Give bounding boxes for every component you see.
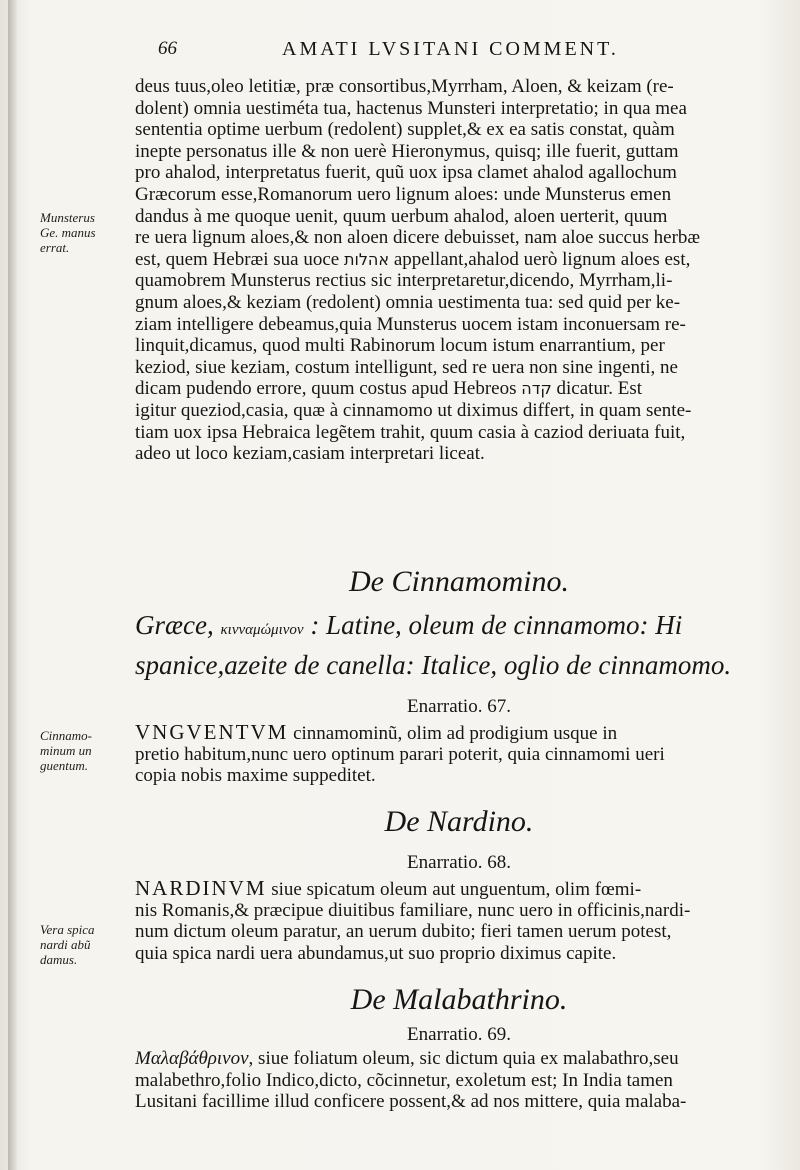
- text-line: sententia optime uerbum (redolent) supplet,& ex ea satis constat, quàm: [135, 119, 675, 141]
- hebrew-word: אהלות: [343, 249, 390, 269]
- page-number: 66: [158, 38, 177, 59]
- enarratio-67: Enarratio. 67.: [407, 696, 511, 717]
- margin-note-line: Vera spica: [40, 922, 95, 937]
- hebrew-word: קדה: [521, 379, 552, 399]
- margin-note-cinnamominum: [40, 728, 124, 773]
- paragraph-malabathrino: [135, 1048, 783, 1113]
- text-line: adeo ut loco keziam,casiam interpretari liceat.: [135, 443, 485, 465]
- text-line: linquit,dicamus, quod multi Rabinorum locum istum enarrantium, per: [135, 335, 665, 357]
- enarratio-69: Enarratio. 69.: [407, 1024, 511, 1045]
- section-heading-malabathrino: De Malabathrino.: [350, 983, 568, 1016]
- running-title: AMATI LVSITANI COMMENT.: [282, 38, 619, 60]
- text-line: pretio habitum,nunc uero optinum parari poterit, quia cinnamomi ueri: [135, 743, 665, 765]
- text-line: igitur queziod,casia, quæ à cinnamomo ut diximus differt, in quam sente-: [135, 399, 692, 421]
- initial-word: NARDINVM: [135, 878, 267, 900]
- names-line-1: [135, 608, 783, 642]
- text-line: [135, 722, 783, 744]
- text-before-hebrew: dicam pudendo errore, quum costus apud Hebreos: [135, 378, 522, 400]
- margin-note-line: nardi abũ: [40, 937, 91, 952]
- names-line-2: spanice,azeite de canella: Italice, oglio de cinnamomo.: [135, 650, 732, 680]
- text-line: Lusitani facillime illud conficere possent,& ad nos mittere, quia malaba-: [135, 1091, 687, 1113]
- paragraph-cinnamomino: [135, 722, 783, 787]
- section-heading-cinnamomino: De Cinnamomino.: [349, 565, 569, 598]
- text-line: quia spica nardi uera abundamus,ut suo proprio diximus capite.: [135, 942, 617, 964]
- text-line: copia nobis maxime suppeditet.: [135, 765, 376, 787]
- margin-note-vera-spica: [40, 922, 124, 967]
- text-line-rest: , siue foliatum oleum, sic dictum quia ex malabathro,seu: [248, 1048, 679, 1069]
- paragraph-1: [135, 76, 783, 465]
- names-latin: : Latine, oleum de cinnamomo: Hi: [310, 610, 683, 640]
- section-heading-nardino: De Nardino.: [384, 805, 534, 838]
- text-line: inepte personatus ille & non uerè Hieronymus, quisq; ille fuerit, guttam: [135, 140, 679, 162]
- paragraph-nardino: [135, 878, 783, 964]
- text-line-with-hebrew: [135, 378, 783, 400]
- text-after-hebrew: appellant,ahalod uerò lignum aloes est,: [389, 248, 691, 270]
- text-line-rest: siue spicatum oleum aut unguentum, olim fœmi-: [266, 879, 642, 900]
- enarratio-68: Enarratio. 68.: [407, 852, 511, 873]
- page-gutter-shadow: [8, 0, 18, 1170]
- text-line: dandus à me quoque uenit, quum uerbum ahalod, aloen uerterit, quum: [135, 205, 668, 227]
- text-line: num dictum oleum paratur, an uerum dubito; fieri tamen uerum potest,: [135, 921, 672, 943]
- text-line: gnum aloes,& keziam (redolent) omnia uestimenta tua: sed quid per ke-: [135, 291, 681, 313]
- text-line: pro ahalod, interpretatus fuerit, quũ uox ipsa clamet ahalod agallochum: [135, 162, 677, 184]
- text-after-hebrew: dicatur. Est: [551, 378, 643, 400]
- text-line: tiam uox ipsa Hebraica legẽtem trahit, quum casia à caziod deriuata fuit,: [135, 421, 686, 443]
- margin-note-line: Cinnamo-: [40, 728, 92, 743]
- text-line: malabethro,folio Indico,dicto, cõcinnetur, exoletum est; In India tamen: [135, 1069, 673, 1091]
- text-line: re uera lignum aloes,& non aloen dicere debuisset, nam aloe succus herbæ: [135, 227, 701, 249]
- margin-note-line: minum un: [40, 743, 92, 758]
- text-line: keziod, siue keziam, costum intelligunt, sed re uera non sine ingenti, ne: [135, 356, 678, 378]
- margin-note-munsterus: [40, 210, 124, 255]
- text-line: nis Romanis,& præcipue diuitibus familiare, nunc uero in officinis,nardi-: [135, 899, 691, 921]
- text-line: ziam intelligere debeamus,quia Munsterus uocem istam inconuersam re-: [135, 313, 686, 335]
- text-before-hebrew: est, quem Hebræi sua uoce: [135, 248, 344, 270]
- margin-note-line: Ge. manus: [40, 225, 96, 240]
- text-line-with-hebrew: [135, 249, 783, 271]
- text-line: Græcorum esse,Romanorum uero lignum aloes: unde Munsterus emen: [135, 183, 672, 205]
- margin-note-line: Munsterus: [40, 210, 95, 225]
- text-line-rest: cinnamominũ, olim ad prodigium usque in: [288, 723, 618, 744]
- text-line: quamobrem Munsterus rectius sic interpretaretur,dicendo, Myrrham,li-: [135, 270, 673, 292]
- margin-note-line: errat.: [40, 240, 70, 255]
- text-line: [135, 878, 783, 900]
- running-head: [140, 38, 780, 66]
- greek-word: κινναμώμινον: [220, 622, 304, 638]
- text-line: [135, 1048, 783, 1070]
- margin-note-line: guentum.: [40, 758, 89, 773]
- names-greek-label: Græce,: [135, 610, 214, 640]
- margin-note-line: damus.: [40, 952, 78, 967]
- text-line: dolent) omnia uestiméta tua, hactenus Munsteri interpretatio; in qua mea: [135, 97, 687, 119]
- initial-greek-word: Μαλαβάθρινον: [135, 1048, 249, 1069]
- initial-word: VNGVENTVM: [135, 722, 289, 744]
- text-line: deus tuus,oleo letitiæ, præ consortibus,Myrrham, Aloen, & keizam (re-: [135, 76, 674, 97]
